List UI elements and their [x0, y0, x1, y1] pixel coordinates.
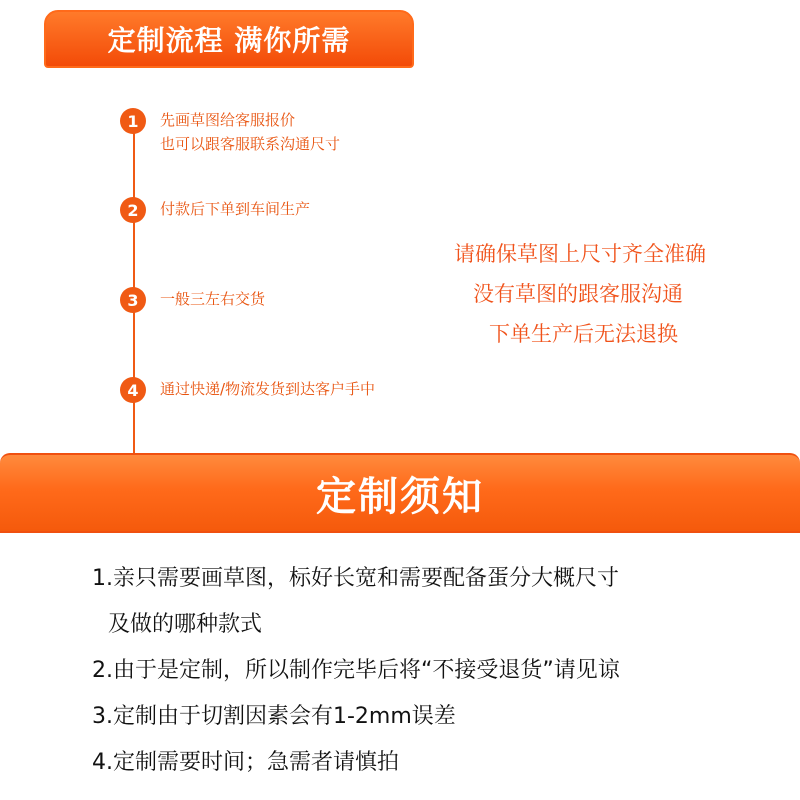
- note-item: 3.定制由于切割因素会有1-2mm误差: [92, 704, 456, 729]
- process-title-banner: [44, 10, 414, 68]
- step-line: 通过快递/物流发货到达客户手中: [160, 380, 376, 398]
- step-line: 付款后下单到车间生产: [160, 200, 311, 218]
- note-item: 4.定制需要时间；急需者请慎拍: [92, 750, 399, 775]
- step-line: 一般三左右交货: [160, 290, 266, 308]
- step-1: [120, 108, 340, 156]
- note-item: 1.亲只需要画草图，标好长宽和需要配备蛋分大概尺寸: [92, 566, 619, 591]
- notice-block: [430, 234, 760, 354]
- step-4: [120, 377, 375, 403]
- step-2: [120, 197, 310, 223]
- step-line: 也可以跟客服联系沟通尺寸: [160, 135, 341, 153]
- step-number-badge: 2: [120, 197, 146, 223]
- step-text: [160, 108, 340, 156]
- step-text: [160, 377, 375, 401]
- step-number-badge: 4: [120, 377, 146, 403]
- notice-line: 请确保草图上尺寸齐全准确: [454, 242, 706, 266]
- notes-list: [92, 556, 782, 786]
- step-number-badge: 1: [120, 108, 146, 134]
- note-item: 2.由于是定制，所以制作完毕后将“不接受退货”请见谅: [92, 658, 620, 683]
- note-item-continuation: 及做的哪种款式: [108, 612, 263, 637]
- step-3: [120, 287, 265, 313]
- step-text: [160, 287, 265, 311]
- notice-line: 没有草图的跟客服沟通: [473, 282, 683, 306]
- step-text: [160, 197, 310, 221]
- notes-title: 定制须知: [316, 473, 484, 520]
- step-line: 先画草图给客服报价: [160, 111, 296, 129]
- process-title: 定制流程 满你所需: [107, 24, 351, 57]
- notes-title-banner: [0, 453, 800, 533]
- step-number-badge: 3: [120, 287, 146, 313]
- notice-line: 下单生产后无法退换: [489, 322, 678, 346]
